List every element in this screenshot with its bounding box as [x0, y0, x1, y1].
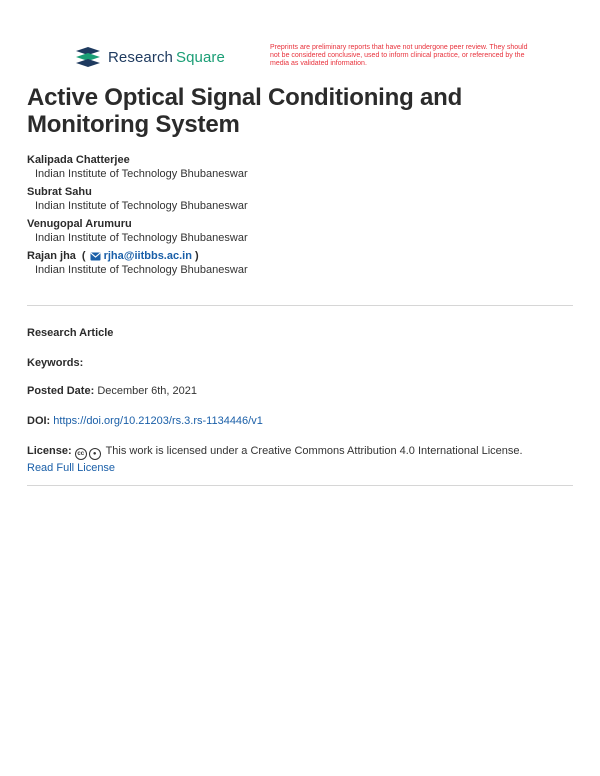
author-email: rjha@iitbbs.ac.in [103, 250, 192, 262]
license-label: License: [27, 445, 72, 457]
author-name: Kalipada Chatterjee [27, 154, 130, 166]
corresponding-author-line [27, 249, 573, 263]
author-affiliation: Indian Institute of Technology Bhubaneswar [35, 232, 248, 244]
posted-date-line [27, 383, 573, 399]
article-type: Research Article [27, 327, 114, 339]
posted-date-label: Posted Date: [27, 385, 95, 397]
author-entry [27, 217, 573, 246]
author-name: Subrat Sahu [27, 186, 92, 198]
doi-line [27, 413, 573, 429]
author-name: Venugopal Arumuru [27, 218, 132, 230]
paper-title: Active Optical Signal Conditioning and Monitoring System [27, 84, 463, 138]
doi-label: DOI: [27, 415, 51, 427]
page-header [74, 44, 544, 76]
author-list [27, 153, 573, 281]
author-entry [27, 153, 573, 182]
posted-date: December 6th, 2021 [97, 385, 197, 397]
author-affiliation: Indian Institute of Technology Bhubaneswar [35, 200, 248, 212]
envelope-icon [90, 252, 101, 261]
divider [27, 305, 573, 306]
read-full-license-link[interactable]: Read Full License [27, 462, 116, 474]
author-name: Rajan jha [27, 250, 76, 262]
paren-close: ) [194, 250, 199, 262]
author-email-link[interactable] [82, 249, 199, 263]
divider [27, 485, 573, 486]
research-square-logo[interactable] [74, 46, 225, 68]
logo-wordmark: Research Square [108, 48, 225, 66]
research-square-logo-icon [74, 46, 102, 68]
license-text: This work is licensed under a Creative Commons Attribution 4.0 International License. [105, 445, 523, 457]
license-line [27, 443, 573, 476]
paren-open: ( [81, 250, 86, 262]
cc-by-icon: ● [89, 448, 101, 460]
author-entry [27, 185, 573, 214]
keywords-line: Keywords: [27, 357, 84, 369]
doi-link[interactable]: https://doi.org/10.21203/rs.3.rs-1134446/v1 [53, 415, 263, 427]
author-affiliation: Indian Institute of Technology Bhubaneswar [35, 168, 248, 180]
cc-icon: cc [75, 448, 87, 460]
preprint-disclaimer: Preprints are preliminary reports that have not undergone peer review. They should not be considered conclusive, used to inform clinical practice, or referenced by the media as validated information. [270, 44, 528, 68]
author-entry [27, 249, 573, 278]
author-affiliation: Indian Institute of Technology Bhubaneswar [35, 264, 248, 276]
